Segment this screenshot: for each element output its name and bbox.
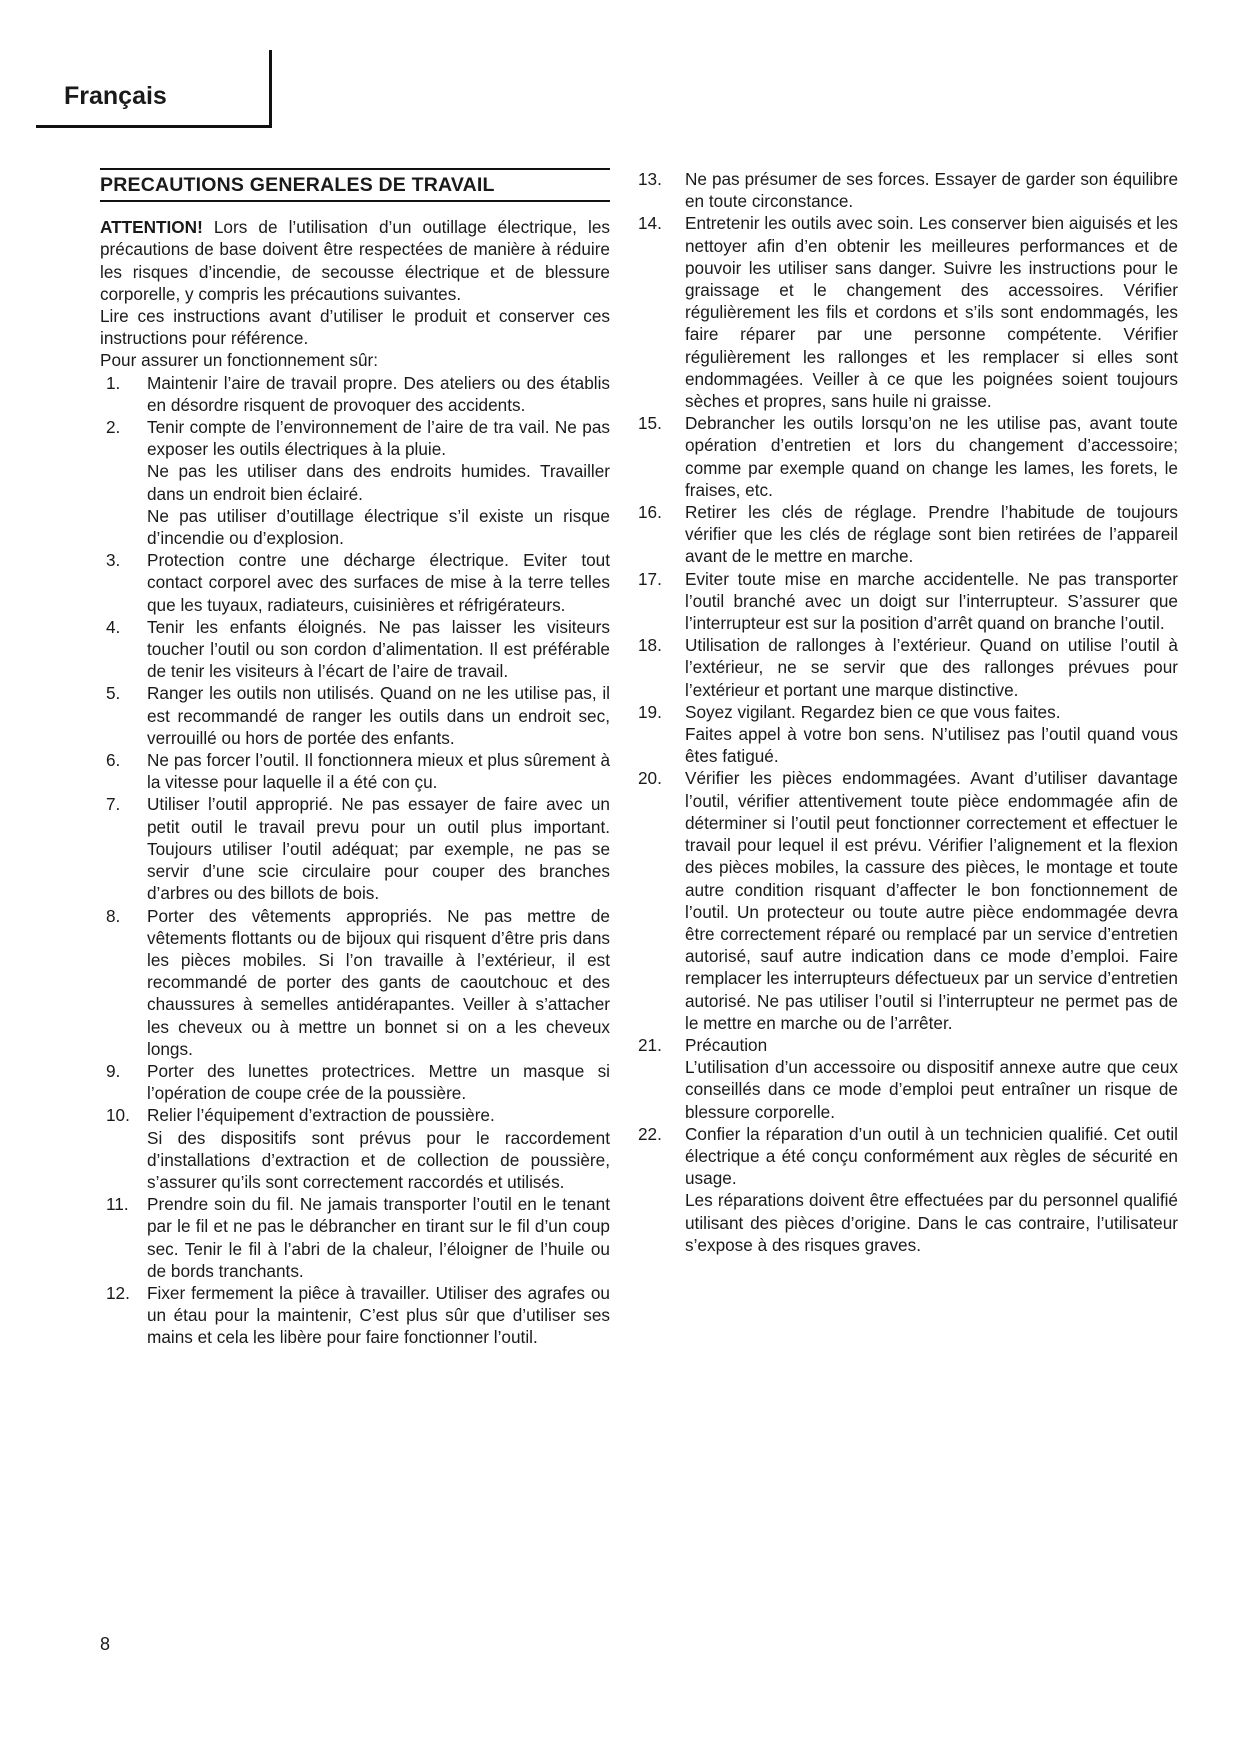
item-number: 13.	[638, 169, 662, 189]
precaution-item	[100, 793, 610, 904]
item-number: 19.	[638, 701, 662, 722]
item-text: Entretenir les outils avec soin. Les conserver bien aiguisés et les nettoyer afin d’en obtenir les meilleures performances et de pouvoir les utiliser sans danger. Suivre les instructions pour le graissage et le changement des accessoires. Vérifier régulièrement les fils et cordons et s’ils sont endommagés, les faire réparer par une personne compétente. Vérifier régulièrement les rallonges et les remplacer si elles sont endommagées. Veiller à ce que les poignées soient toujours sèches et propres, sans huile ni graisse.	[685, 213, 1178, 412]
item-number: 2.	[106, 417, 121, 438]
items-list-left	[100, 372, 610, 1349]
item-extra-text: Ne pas les utiliser dans des endroits humides. Travailler dans un endroit bien éclairé.	[147, 461, 610, 504]
item-text: Ne pas forcer l’outil. Il fonctionnera mieux et plus sûrement à la vitesse pour laquelle il a été con çu.	[147, 750, 610, 793]
item-extra-text: Faites appel à votre bon sens. N’utilisez pas l’outil quand vous êtes fatigué.	[685, 724, 1178, 767]
item-text: Soyez vigilant. Regardez bien ce que vous faites.	[685, 701, 1061, 722]
item-number: 12.	[106, 1282, 130, 1303]
precaution-item	[638, 568, 1178, 635]
item-text: Précaution	[685, 1034, 768, 1055]
item-extra-text: Les réparations doivent être effectuées par du personnel qualifié utilisant des pièces d’origine. Dans le cas contraire, l’utilisateur s’expose à des risques graves.	[685, 1190, 1178, 1255]
item-extra-text: Ne pas utiliser d’outillage électrique s’il existe un risque d’incendie ou d’explosion.	[147, 505, 610, 549]
item-number: 5.	[106, 683, 121, 704]
precaution-item	[638, 168, 1178, 212]
item-number: 6.	[106, 750, 121, 771]
item-text: Tenir les enfants éloignés. Ne pas laisser les visiteurs toucher l’outil ou son cordon d’alimentation. Il est préférable de tenir les visiteurs à l’écart de l’aire de travail.	[147, 616, 610, 682]
read-instructions-text: Lire ces instructions avant d’utiliser le produit et conserver ces instructions pour référence.	[100, 306, 610, 349]
item-number: 16.	[638, 502, 662, 523]
precaution-item	[100, 416, 610, 549]
precaution-item	[638, 501, 1178, 568]
precaution-item	[100, 1104, 610, 1193]
item-number: 8.	[106, 905, 121, 926]
item-extra-text: L’utilisation d’un accessoire ou dispositif annexe autre que ceux conseillés dans ce mode d’emploi peut entraîner un risque de blessure corporelle.	[685, 1057, 1178, 1122]
item-number: 9.	[106, 1060, 121, 1081]
precaution-item	[100, 1282, 610, 1349]
intro-paragraph	[100, 216, 610, 305]
items-list-right	[638, 168, 1178, 1256]
item-number: 20.	[638, 768, 662, 789]
precaution-item	[100, 372, 610, 416]
item-text: Utiliser l’outil approprié. Ne pas essayer de faire avec un petit outil le travail prevu pour un outil plus important. Toujours utiliser l’outil adéquat; par exemple, ne pas se servir d’une scie circulaire pour couper des branches d’arbres ou des billots de bois.	[147, 794, 610, 904]
item-text: Protection contre une décharge électrique. Eviter tout contact corporel avec des surfaces de mise à la terre telles que les tuyaux, radiateurs, cuisinières et réfrigérateurs.	[147, 550, 610, 615]
item-number: 17.	[638, 568, 662, 589]
item-text: Retirer les clés de réglage. Prendre l’habitude de toujours vérifier que les clés de réglage sont bien retirées de l’appareil avant de le mettre en marche.	[685, 502, 1178, 567]
item-text: Porter des vêtements appropriés. Ne pas mettre de vêtements flottants ou de bijoux qui risquent d’être pris dans les pièces mobiles. Si l’on travaille à l’extérieur, il est recommandé de porter des gants de caoutchouc et des chaussures à semelles antidérapantes. Veiller à s’attacher les cheveux ou à mettre un bonnet si on a les cheveux longs.	[147, 905, 610, 1059]
precaution-item	[100, 749, 610, 793]
precaution-item	[638, 701, 1178, 768]
item-number: 10.	[106, 1105, 130, 1126]
item-text: Tenir compte de l’environnement de l’aire de tra vail. Ne pas exposer les outils électriques à la pluie.	[147, 417, 610, 460]
precaution-item	[638, 212, 1178, 412]
item-text: Ne pas présumer de ses forces. Essayer de garder son équilibre en toute circonstance.	[685, 169, 1178, 212]
attention-label: ATTENTION!	[100, 217, 203, 238]
item-number: 7.	[106, 794, 121, 815]
item-text: Confier la réparation d’un outil à un technicien qualifié. Cet outil électrique a été conçu conformément aux règles de sécurité en usage.	[685, 1123, 1178, 1189]
precaution-item	[638, 1034, 1178, 1123]
item-number: 15.	[638, 413, 662, 434]
item-text: Relier l’équipement d’extraction de poussière.	[147, 1105, 495, 1126]
safe-operation-text: Pour assurer un fonctionnement sûr:	[100, 350, 379, 371]
precaution-item	[100, 682, 610, 749]
precaution-item	[638, 1123, 1178, 1256]
item-text: Ranger les outils non utilisés. Quand on ne les utilise pas, il est recommandé de ranger les outils dans un endroit sec, verrouillé ou hors de portée des enfants.	[147, 683, 610, 748]
item-text: Debrancher les outils lorsqu’on ne les utilise pas, avant toute opération d’entretien et lors du changement d’accessoire; comme par exemple quand on change les lames, les forets, le fraises, etc.	[685, 413, 1178, 500]
item-number: 4.	[106, 616, 121, 637]
precaution-item	[100, 1060, 610, 1104]
item-text: Vérifier les pièces endommagées. Avant d’utiliser davantage l’outil, vérifier attentivement toute pièce endommagée afin de déterminer si l’outil peut fonctionner correctement et effectuer le travail pour lequel il est prévu. Vérifier l’alignement et la flexion des pièces mobiles, la cassure des pièces, le montage et toute autre condition risquant d’affecter le bon fonctionnement de l’outil. Un protecteur ou toute autre pièce endommagée devra être correctement réparé ou remplacé par un service d’entretien autorisé, sauf autre indication dans ce mode d’emploi. Faire remplacer les interrupteurs défectueux par un service d’entretien autorisé. Ne pas utiliser l’outil si l’interrupteur ne permet pas de le mettre en marche ou de l’arrêter.	[685, 768, 1178, 1033]
intro-text: Lors de l’utilisation d’un outillage électrique, les précautions de base doivent être respectées de manière à réduire les risques d’incendie, de secousse électrique et de blessure corporelle, y compris les précautions suivantes.	[100, 217, 610, 304]
item-number: 1.	[106, 372, 121, 393]
right-column	[638, 168, 1178, 1256]
item-text: Fixer fermement la piêce à travailler. Utiliser des agrafes ou un étau pour la maintenir, C’est plus sûr que d’utiliser ses mains et cela les libère pour faire fonctionner l’outil.	[147, 1282, 610, 1348]
item-text: Prendre soin du fil. Ne jamais transporter l’outil en le tenant par le fil et ne pas le débrancher en tirant sur le fil d’un coup sec. Tenir le fil à l’abri de la chaleur, l’éloigner de l’huile ou de bords tranchants.	[147, 1194, 610, 1281]
item-text: Eviter toute mise en marche accidentelle. Ne pas transporter l’outil branché avec un doigt sur l’interrupteur. S’assurer que l’interrupteur est sur la position d’arrêt quand on branche l’outil.	[685, 568, 1178, 634]
precaution-item	[100, 905, 610, 1060]
precaution-item	[100, 549, 610, 616]
item-text: Utilisation de rallonges à l’extérieur. Quand on utilise l’outil à l’extérieur, ne se servir que des rallonges prévues pour l’extérieur et portant une marque distinctive.	[685, 635, 1178, 700]
item-number: 22.	[638, 1123, 662, 1144]
item-number: 3.	[106, 550, 121, 571]
precaution-item	[638, 412, 1178, 501]
page-number: 8	[100, 1634, 111, 1654]
item-number: 14.	[638, 213, 662, 234]
item-number: 21.	[638, 1034, 662, 1055]
language-label: Français	[64, 82, 167, 110]
item-text: Maintenir l’aire de travail propre. Des ateliers ou des établis en désordre risquent de provoquer des accidents.	[147, 372, 610, 415]
precaution-item	[100, 1193, 610, 1282]
item-number: 11.	[106, 1194, 129, 1215]
item-text: Porter des lunettes protectrices. Mettre un masque si l’opération de coupe crée de la poussière.	[147, 1060, 610, 1104]
precaution-item	[638, 767, 1178, 1033]
precaution-item	[100, 616, 610, 683]
precaution-item	[638, 634, 1178, 701]
left-column	[100, 168, 610, 1349]
item-extra-text: Si des dispositifs sont prévus pour le raccordement d’installations d’extraction et de collection de poussière, s’assurer qu’ils sont correctement raccordés et utilisés.	[147, 1127, 610, 1192]
item-number: 18.	[638, 635, 662, 656]
section-title: PRECAUTIONS GENERALES DE TRAVAIL	[100, 168, 610, 202]
